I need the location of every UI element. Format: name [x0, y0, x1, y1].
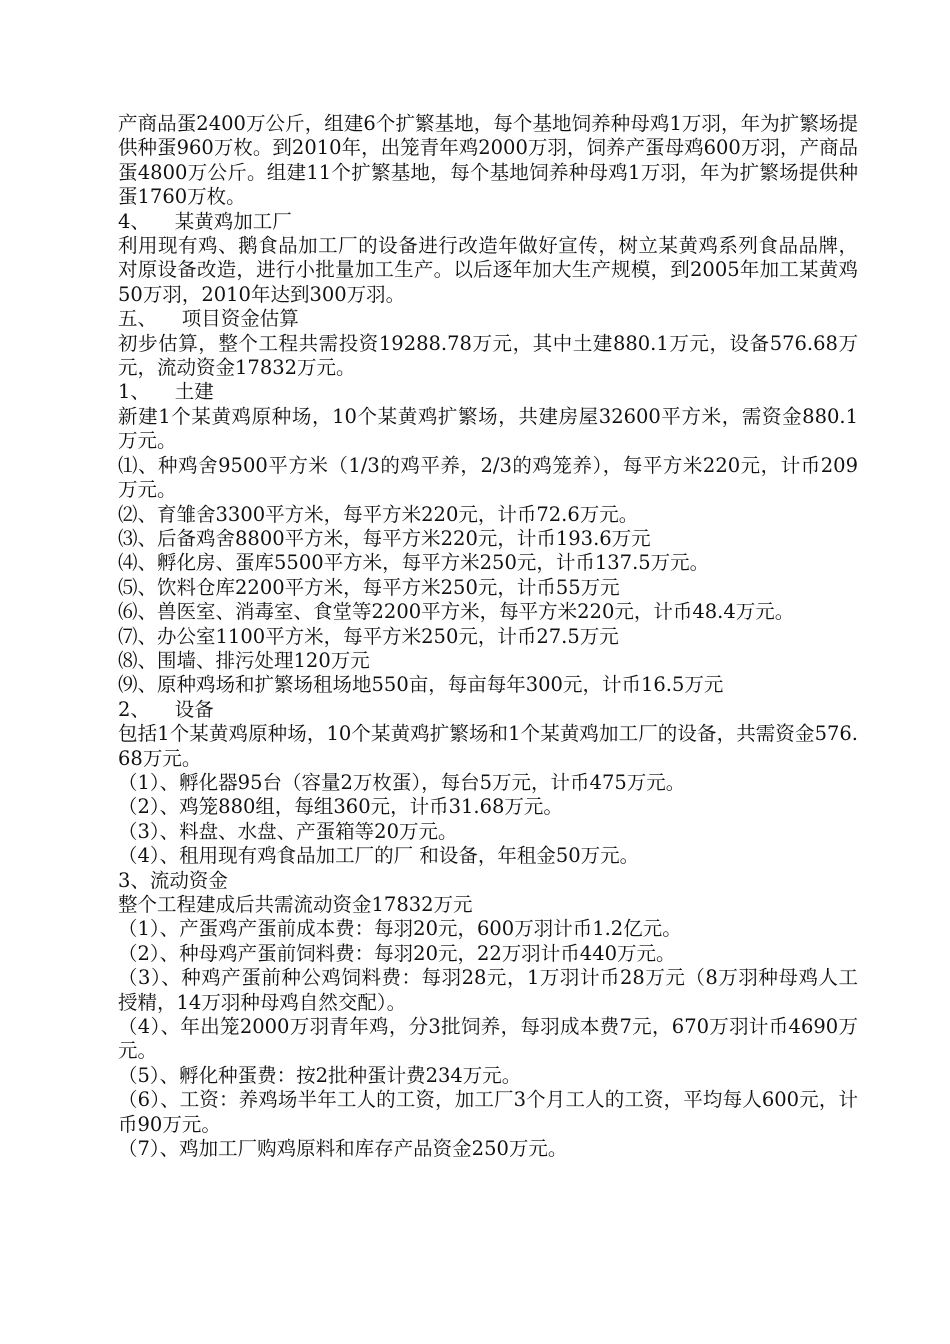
document-body — [118, 112, 858, 1161]
paragraph-breeding-plan: 产商品蛋2400万公斤，组建6个扩繁基地，每个基地饲养种母鸡1万羽，年为扩繁场提供种蛋960万枚。到2010年，出笼青年鸡2000万羽，饲养产蛋母鸡600万羽，产商品蛋4800万公斤。组建11个扩繁基地，每个基地饲养种母鸡1万羽，年为扩繁场提供种蛋1760万枚。 — [118, 112, 858, 209]
paragraph-construction-summary: 新建1个某黄鸡原种场，10个某黄鸡扩繁场，共建房屋32600平方米，需资金880.1万元。 — [118, 404, 858, 453]
list-item: ⑸、饮料仓库2200平方米，每平方米250元，计币55万元 — [118, 575, 620, 599]
list-item: （1）、孵化器95台（容量2万枚蛋），每台5万元，计币475万元。 — [118, 770, 686, 794]
list-item: ⑺、办公室1100平方米，每平方米250元，计币27.5万元 — [118, 624, 619, 648]
list-item: ⑷、孵化房、蛋库5500平方米，每平方米250元，计币137.5万元。 — [118, 551, 710, 575]
list-item: ⑶、后备鸡舍8800平方米，每平方米220元，计币193.6万元 — [118, 526, 651, 550]
list-item: ⑵、育雏舍3300平方米，每平方米220元，计币72.6万元。 — [118, 502, 639, 526]
list-item: （4）、年出笼2000万羽青年鸡，分3批饲养，每羽成本费7元，670万羽计币4690万元。 — [118, 1015, 858, 1063]
heading-construction: 1、 土建 — [118, 380, 214, 404]
heading-processing-plant: 4、 某黄鸡加工厂 — [118, 209, 292, 233]
list-item: （3）、料盘、水盘、产蛋箱等20万元。 — [118, 819, 458, 843]
list-item: （2）、种母鸡产蛋前饲料费：每羽20元，22万羽计币440万元。 — [118, 941, 676, 965]
paragraph-working-capital-summary: 整个工程建成后共需流动资金17832万元 — [118, 893, 473, 916]
list-item: ⑻、围墙、排污处理120万元 — [118, 648, 370, 672]
list-item: （5）、孵化种蛋费：按2批种蛋计费234万元。 — [118, 1063, 522, 1087]
list-item: ⑴、种鸡舍9500平方米（1/3的鸡平养，2/3的鸡笼养），每平方米220元，计币209万元。 — [118, 453, 858, 502]
list-item: （1）、产蛋鸡产蛋前成本费：每羽20元，600万羽计币1.2亿元。 — [118, 917, 682, 941]
paragraph-processing-plant: 利用现有鸡、鹅食品加工厂的设备进行改造年做好宣传，树立某黄鸡系列食品品牌，对原设备改造，进行小批量加工生产。以后逐年加大生产规模，到2005年加工某黄鸡50万羽，2010年达到300万羽。 — [118, 234, 858, 306]
heading-fund-estimate: 五、 项目资金估算 — [118, 307, 299, 331]
paragraph-equipment-summary: 包括1个某黄鸡原种场，10个某黄鸡扩繁场和1个某黄鸡加工厂的设备，共需资金576.68万元。 — [118, 722, 858, 770]
list-item: ⑹、兽医室、消毒室、食堂等2200平方米，每平方米220元，计币48.4万元。 — [118, 600, 795, 624]
list-item: （6）、工资：养鸡场半年工人的工资，加工厂3个月工人的工资，平均每人600元，计币90万元。 — [118, 1088, 858, 1136]
heading-equipment: 2、 设备 — [118, 697, 214, 721]
paragraph-fund-summary: 初步估算，整个工程共需投资19288.78万元，其中土建880.1万元，设备576.68万元，流动资金17832万元。 — [118, 331, 858, 380]
list-item: （7）、鸡加工厂购鸡原料和库存产品资金250万元。 — [118, 1137, 568, 1161]
list-item: （3）、种鸡产蛋前种公鸡饲料费：每羽28元，1万羽计币28万元（8万羽种母鸡人工授精，14万羽种母鸡自然交配）。 — [118, 966, 858, 1014]
list-item: （4）、租用现有鸡食品加工厂的厂 和设备，年租金50万元。 — [118, 844, 640, 868]
list-item: ⑼、原种鸡场和扩繁场租场地550亩，每亩每年300元，计币16.5万元 — [118, 673, 724, 697]
heading-working-capital: 3、流动资金 — [118, 868, 228, 892]
list-item: （2）、鸡笼880组，每组360元，计币31.68万元。 — [118, 795, 563, 819]
